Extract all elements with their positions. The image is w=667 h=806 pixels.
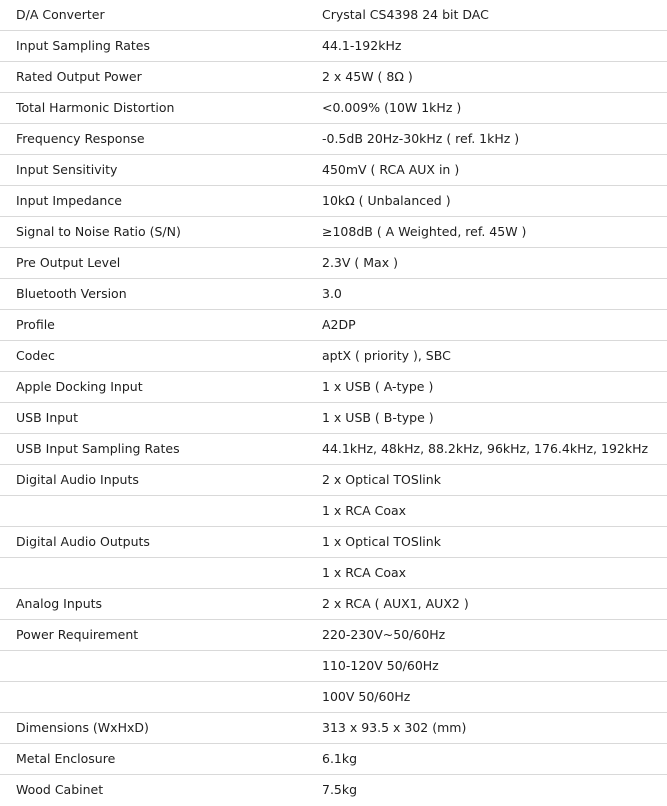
spec-value: 44.1-192kHz [322,38,402,53]
spec-label: Signal to Noise Ratio (S/N) [16,224,181,239]
spec-row [0,496,667,527]
spec-value: 1 x USB ( A-type ) [322,379,434,394]
spec-value: aptX ( priority ), SBC [322,348,451,363]
spec-value: 2 x RCA ( AUX1, AUX2 ) [322,596,469,611]
spec-value: Crystal CS4398 24 bit DAC [322,7,489,22]
spec-label: Digital Audio Outputs [16,534,150,549]
spec-row [0,186,667,217]
spec-label: Total Harmonic Distortion [16,100,175,115]
spec-row [0,527,667,558]
spec-row [0,248,667,279]
spec-row [0,279,667,310]
spec-label: Apple Docking Input [16,379,143,394]
spec-row [0,651,667,682]
spec-row [0,713,667,744]
spec-row [0,682,667,713]
spec-label: D/A Converter [16,7,105,22]
spec-value: ≥108dB ( A Weighted, ref. 45W ) [322,224,527,239]
spec-value: 110-120V 50/60Hz [322,658,439,673]
spec-value: 1 x RCA Coax [322,565,407,580]
spec-row [0,775,667,806]
spec-value: 3.0 [322,286,342,301]
spec-row [0,589,667,620]
spec-label: Pre Output Level [16,255,121,270]
spec-value: 2 x 45W ( 8Ω ) [322,69,413,84]
spec-row [0,434,667,465]
spec-label: Analog Inputs [16,596,103,611]
spec-label: Rated Output Power [16,69,142,84]
spec-label: Power Requirement [16,627,139,642]
spec-row [0,217,667,248]
spec-value: 313 x 93.5 x 302 (mm) [322,720,467,735]
spec-label: Bluetooth Version [16,286,127,301]
spec-value: 7.5kg [322,782,358,797]
spec-value: 450mV ( RCA AUX in ) [322,162,460,177]
spec-row [0,310,667,341]
spec-value: 1 x RCA Coax [322,503,407,518]
spec-row [0,465,667,496]
spec-label: Wood Cabinet [16,782,104,797]
spec-row [0,341,667,372]
spec-label: Input Impedance [16,193,122,208]
spec-label: USB Input Sampling Rates [16,441,180,456]
spec-value: 2.3V ( Max ) [322,255,398,270]
spec-label: Frequency Response [16,131,145,146]
spec-row [0,155,667,186]
spec-label: Metal Enclosure [16,751,116,766]
spec-row [0,93,667,124]
spec-row [0,403,667,434]
spec-value: 6.1kg [322,751,358,766]
spec-label: Input Sampling Rates [16,38,150,53]
spec-value: <0.009% (10W 1kHz ) [322,100,462,115]
spec-label: Dimensions (WxHxD) [16,720,149,735]
spec-label: Profile [16,317,55,332]
spec-value: 10kΩ ( Unbalanced ) [322,193,451,208]
spec-row [0,0,667,31]
spec-value: 1 x Optical TOSlink [322,534,441,549]
spec-value: 100V 50/60Hz [322,689,411,704]
spec-value: 1 x USB ( B-type ) [322,410,434,425]
spec-row [0,372,667,403]
spec-row [0,558,667,589]
spec-label: USB Input [16,410,78,425]
spec-row [0,62,667,93]
spec-label: Input Sensitivity [16,162,118,177]
spec-value: 2 x Optical TOSlink [322,472,441,487]
spec-value: -0.5dB 20Hz-30kHz ( ref. 1kHz ) [322,131,520,146]
spec-value: 220-230V~50/60Hz [322,627,446,642]
spec-value: 44.1kHz, 48kHz, 88.2kHz, 96kHz, 176.4kHz, 192kHz [322,441,649,456]
spec-value: A2DP [322,317,356,332]
spec-row [0,620,667,651]
spec-row [0,31,667,62]
spec-label: Digital Audio Inputs [16,472,139,487]
spec-label: Codec [16,348,55,363]
spec-row [0,744,667,775]
spec-row [0,124,667,155]
